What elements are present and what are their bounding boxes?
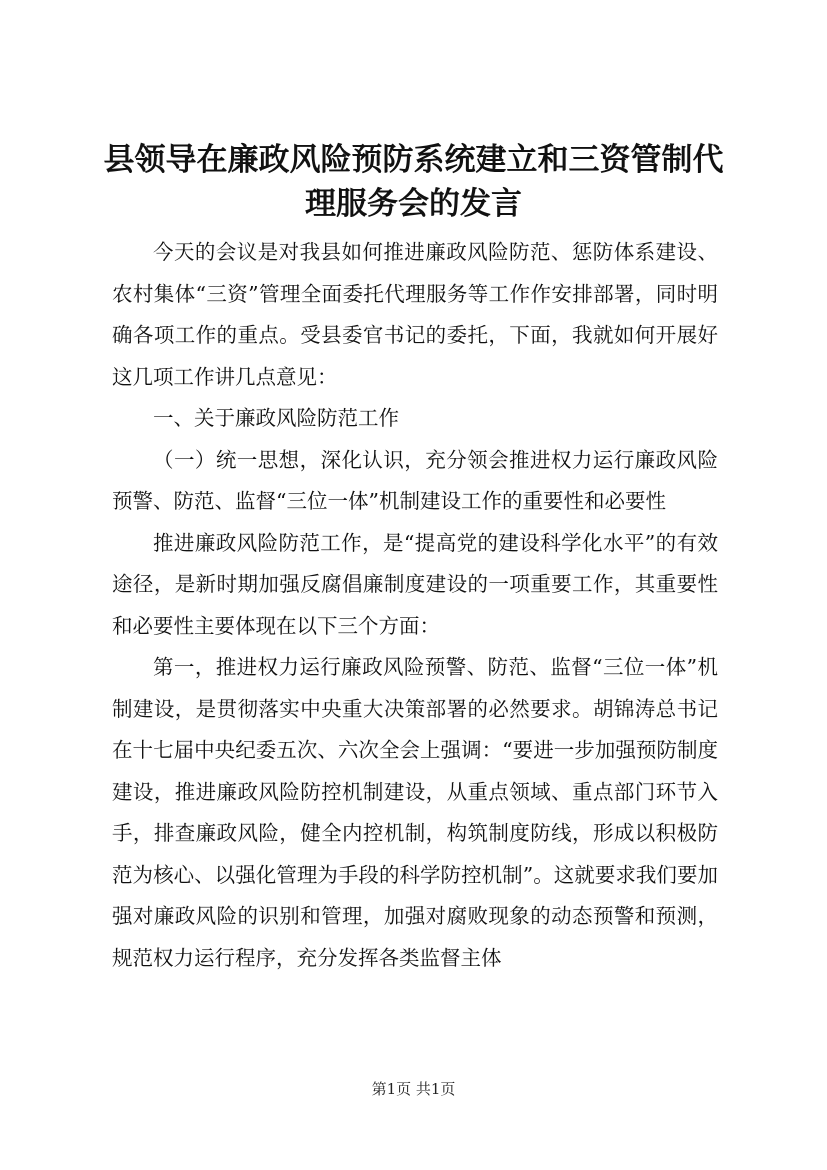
document-title	[100, 138, 727, 226]
subsection-heading: （一）统一思想，深化认识，充分领会推进权力运行廉政风险预警、防范、监督“三位一体”机制建设工作的重要性和必要性	[112, 447, 718, 513]
page-number-footer: 第1页 共1页	[371, 1080, 456, 1098]
document-body	[112, 232, 718, 979]
paragraph-intro: 今天的会议是对我县如何推进廉政风险防范、惩防体系建设、农村集体“三资”管理全面委托代理服务等工作作安排部署，同时明确各项工作的重点。受县委官书记的委托，下面，我就如何开展好这几项工作讲几点意见：	[112, 240, 718, 389]
paragraph-importance: 推进廉政风险防范工作，是“提高党的建设科学化水平”的有效途径，是新时期加强反腐倡廉制度建设的一项重要工作，其重要性和必要性主要体现在以下三个方面：	[112, 530, 718, 638]
title-line-2: 理服务会的发言	[305, 186, 522, 222]
section-heading: 一、关于廉政风险防范工作	[153, 406, 399, 430]
title-line-1: 县领导在廉政风险预防系统建立和三资管制代	[103, 142, 724, 178]
paragraph-first-point: 第一，推进权力运行廉政风险预警、防范、监督“三位一体”机制建设，是贯彻落实中央重大决策部署的必然要求。胡锦涛总书记在十七届中央纪委五次、六次全会上强调：“要进一步加强预防制度建设，推进廉政风险防控机制建设，从重点领域、重点部门环节入手，排查廉政风险，健全内控机制，构筑制度防线，形成以积极防范为核心、以强化管理为手段的科学防控机制”。这就要求我们要加强对廉政风险的识别和管理，加强对腐败现象的动态预警和预测，规范权力运行程序，充分发挥各类监督主体	[112, 655, 718, 970]
